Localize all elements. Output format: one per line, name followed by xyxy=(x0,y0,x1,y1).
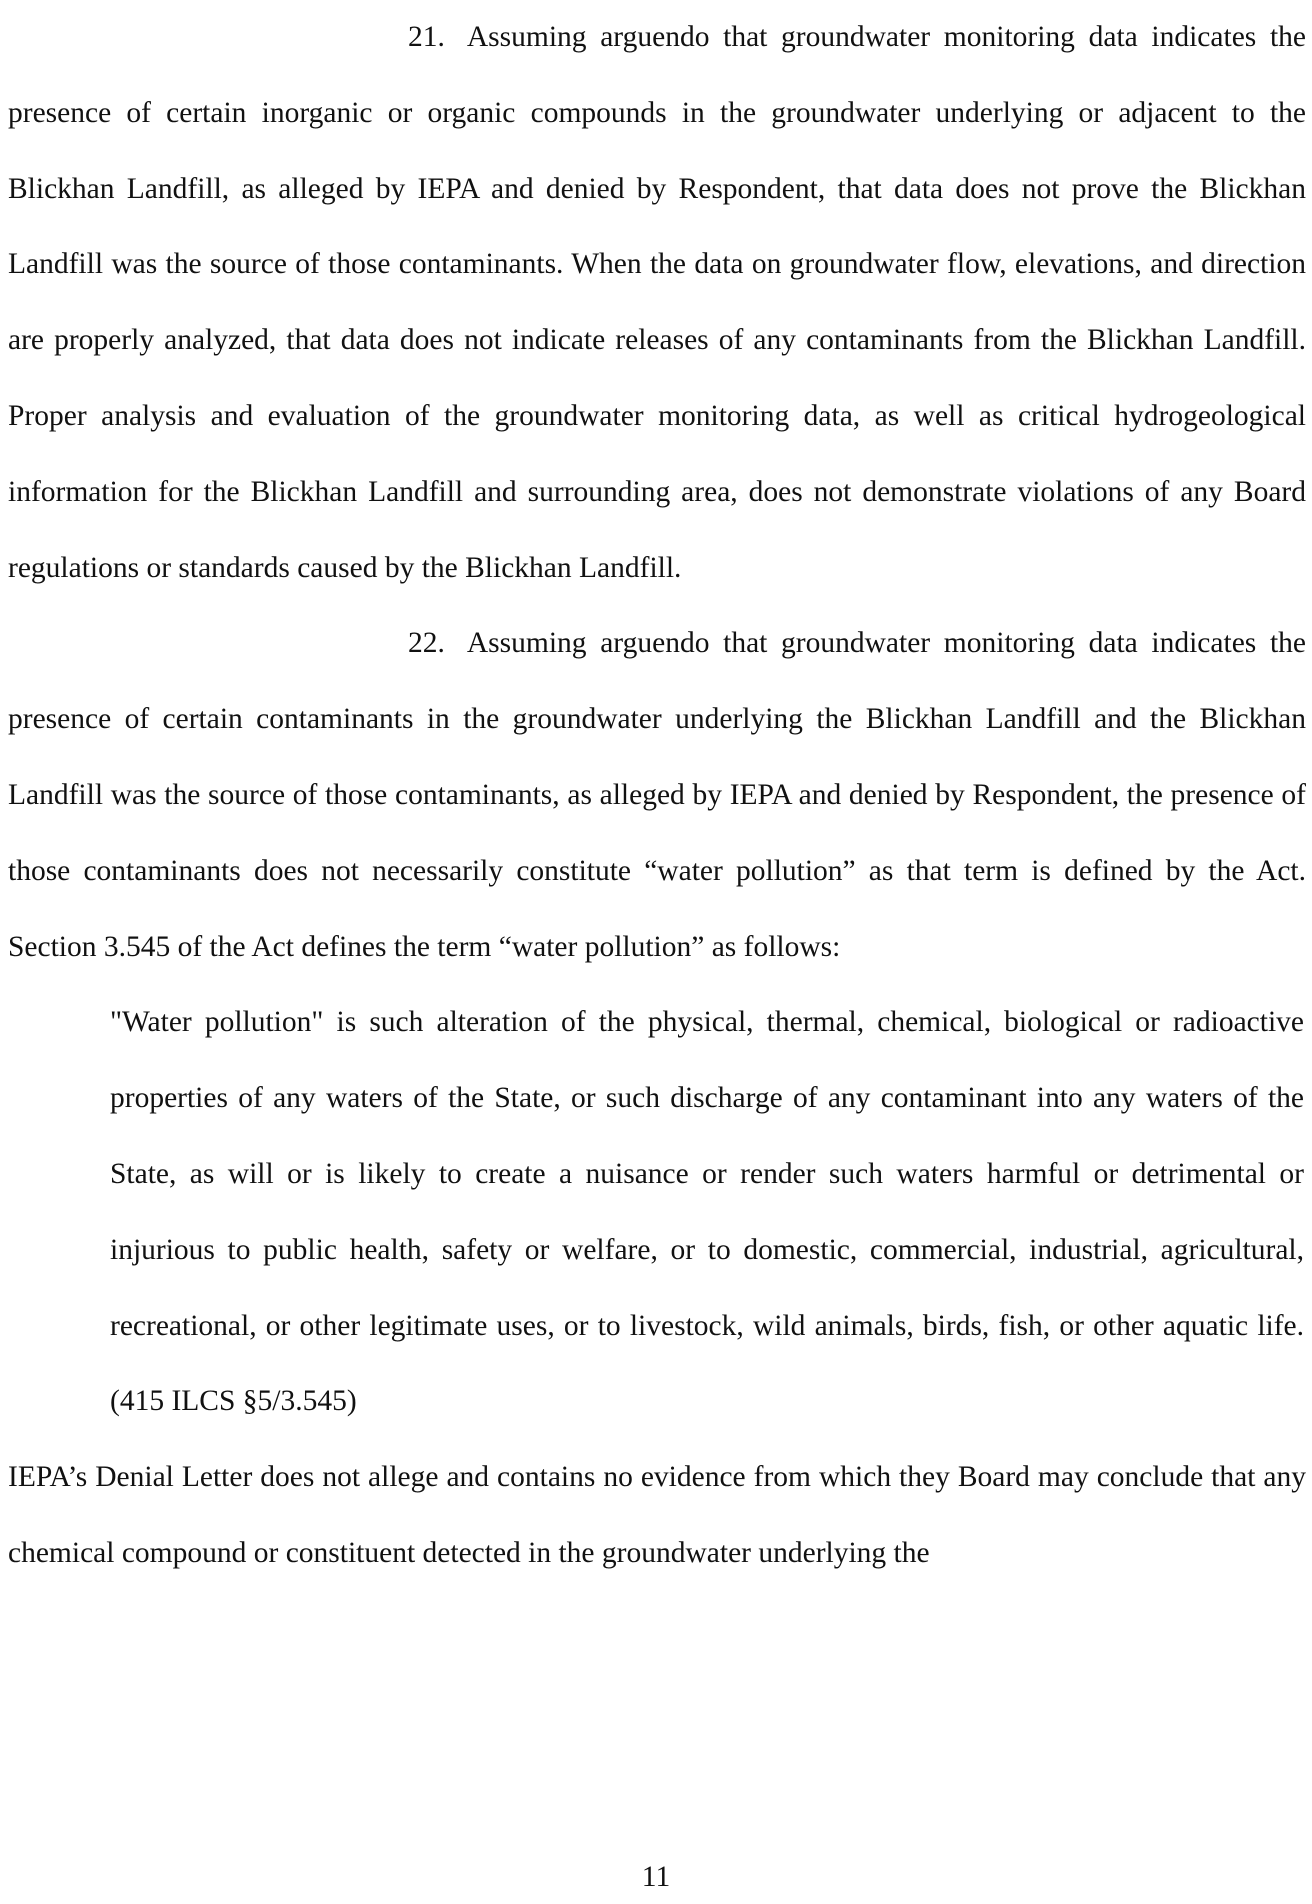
document-body xyxy=(8,0,1306,1592)
paragraph-text: Assuming arguendo that groundwater monitoring data indicates the presence of certain contaminants in the groundwater underlying the Blickhan Landfill and the Blickhan Landfill was the source of those contaminants, as alleged by IEPA and denied by Respondent, the presence of those contaminants does not necessarily constitute “water pollution” as that term is defined by the Act. Section 3.545 of the Act defines the term “water pollution” as follows: xyxy=(8,627,1306,963)
statutory-quote: "Water pollution" is such alteration of the physical, thermal, chemical, biological or radioactive properties of any waters of the State, or such discharge of any contaminant into any waters of the State, as will or is likely to create a nuisance or render such waters harmful or detrimental or injurious to public health, safety or welfare, or to domestic, commercial, industrial, agricultural, recreational, or other legitimate uses, or to livestock, wild animals, birds, fish, or other aquatic life. (415 ILCS §5/3.545) xyxy=(110,1006,1304,1418)
paragraph-number: 22. xyxy=(408,627,445,660)
continuation-paragraph: IEPA’s Denial Letter does not allege and contains no evidence from which they Board may conclude that any chemical compound or constituent detected in the groundwater underlying the xyxy=(8,1461,1306,1569)
paragraph-number: 21. xyxy=(408,21,445,53)
page-number: 11 xyxy=(641,1861,671,1893)
paragraph-21 xyxy=(8,0,1306,606)
paragraph-text: Assuming arguendo that groundwater monitoring data indicates the presence of certain inorganic or organic compounds in the groundwater underlying or adjacent to the Blickhan Landfill, as alleged by IEPA and denied by Respondent, that data does not prove the Blickhan Landfill was the source of those contaminants. When the data on groundwater flow, elevations, and direction are properly analyzed, that data does not indicate releases of any contaminants from the Blickhan Landfill. Proper analysis and evaluation of the groundwater monitoring data, as well as critical hydrogeological information for the Blickhan Landfill and surrounding area, does not demonstrate violations of any Board regulations or standards caused by the Blickhan Landfill. xyxy=(8,21,1306,584)
paragraph-22 xyxy=(8,606,1306,985)
